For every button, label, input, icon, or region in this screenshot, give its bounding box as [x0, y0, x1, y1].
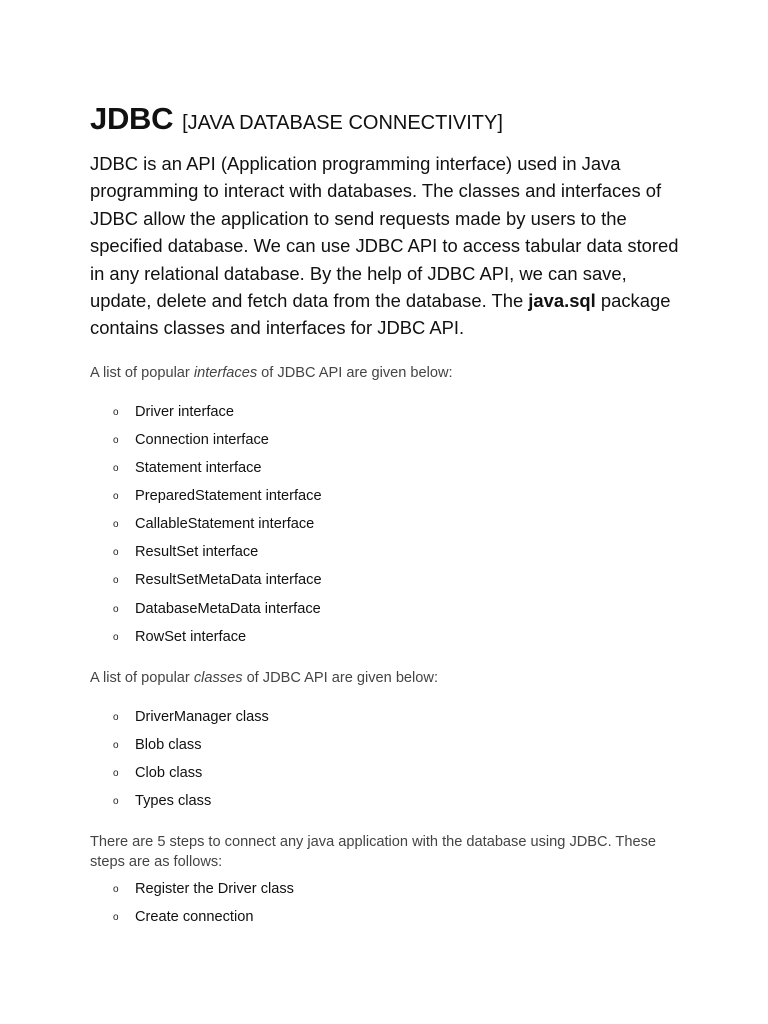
list-item: [90, 759, 690, 787]
circle-bullet-icon: o: [113, 631, 119, 643]
list-item-label: ResultSetMetaData interface: [135, 572, 322, 589]
circle-bullet-icon: o: [113, 603, 119, 615]
list-item-label: DriverManager class: [135, 708, 269, 725]
interfaces-list: [90, 398, 690, 651]
intro-text-after: package contains classes and interfaces for JDBC API.: [90, 290, 671, 339]
circle-bullet-icon: o: [113, 912, 119, 924]
interfaces-lead-italic: interfaces: [193, 364, 258, 381]
circle-bullet-icon: o: [113, 795, 119, 807]
list-item: [90, 787, 690, 815]
circle-bullet-icon: o: [113, 884, 119, 896]
list-item-label: Blob class: [135, 736, 202, 753]
circle-bullet-icon: o: [113, 739, 119, 751]
list-item: [90, 482, 690, 510]
classes-list: [90, 703, 690, 815]
list-item: [90, 566, 690, 594]
classes-lead-after: of JDBC API are given below:: [242, 669, 439, 686]
list-item-label: Register the Driver class: [135, 881, 294, 898]
interfaces-lead-before: A list of popular: [90, 364, 194, 381]
list-item-label: Types class: [135, 792, 212, 809]
circle-bullet-icon: o: [113, 406, 119, 418]
circle-bullet-icon: o: [113, 519, 119, 531]
list-item-label: Create connection: [135, 909, 254, 926]
list-item: [90, 595, 690, 623]
list-item: [90, 510, 690, 538]
circle-bullet-icon: o: [113, 463, 119, 475]
circle-bullet-icon: o: [113, 434, 119, 446]
list-item: [90, 703, 690, 731]
list-item: [90, 426, 690, 454]
interfaces-lead: [90, 363, 690, 383]
classes-lead-before: A list of popular: [90, 669, 194, 686]
list-item-label: PreparedStatement interface: [135, 488, 322, 505]
list-item-label: Driver interface: [135, 403, 234, 420]
circle-bullet-icon: o: [113, 575, 119, 587]
steps-list: [90, 875, 690, 931]
list-item-label: Clob class: [135, 764, 203, 781]
title-subtitle: [JAVA DATABASE CONNECTIVITY]: [182, 112, 503, 134]
steps-lead: There are 5 steps to connect any java application with the database using JDBC. These steps are as follows:: [90, 834, 656, 871]
circle-bullet-icon: o: [113, 711, 119, 723]
list-item-label: Connection interface: [135, 431, 269, 448]
classes-lead-italic: classes: [193, 669, 243, 686]
intro-package-name: java.sql: [528, 290, 596, 312]
page-title: [90, 96, 690, 140]
classes-lead: [90, 668, 690, 688]
list-item-label: CallableStatement interface: [135, 516, 315, 533]
list-item: [90, 875, 690, 903]
intro-text-before: JDBC is an API (Application programming interface) used in Java programming to interact with databases. The classes and interfaces of JDBC allow the application to send requests made by users to the specified database. We can use JDBC API to access tabular data stored in any relational database. By the help of JDBC API, we can save, update, delete and fetch data from the database. The: [90, 153, 679, 312]
interfaces-lead-after: of JDBC API are given below:: [257, 364, 453, 381]
list-item-label: DatabaseMetaData interface: [135, 600, 321, 617]
list-item: [90, 623, 690, 651]
circle-bullet-icon: o: [113, 767, 119, 779]
list-item-label: Statement interface: [135, 460, 262, 477]
circle-bullet-icon: o: [113, 547, 119, 559]
document-page: [90, 96, 690, 931]
intro-paragraph: [90, 150, 680, 342]
list-item-label: RowSet interface: [135, 628, 247, 645]
list-item-label: ResultSet interface: [135, 544, 259, 561]
list-item: [90, 398, 690, 426]
list-item: [90, 903, 690, 931]
list-item: [90, 454, 690, 482]
list-item: [90, 731, 690, 759]
list-item: [90, 538, 690, 566]
title-main: JDBC: [90, 101, 174, 136]
circle-bullet-icon: o: [113, 491, 119, 503]
